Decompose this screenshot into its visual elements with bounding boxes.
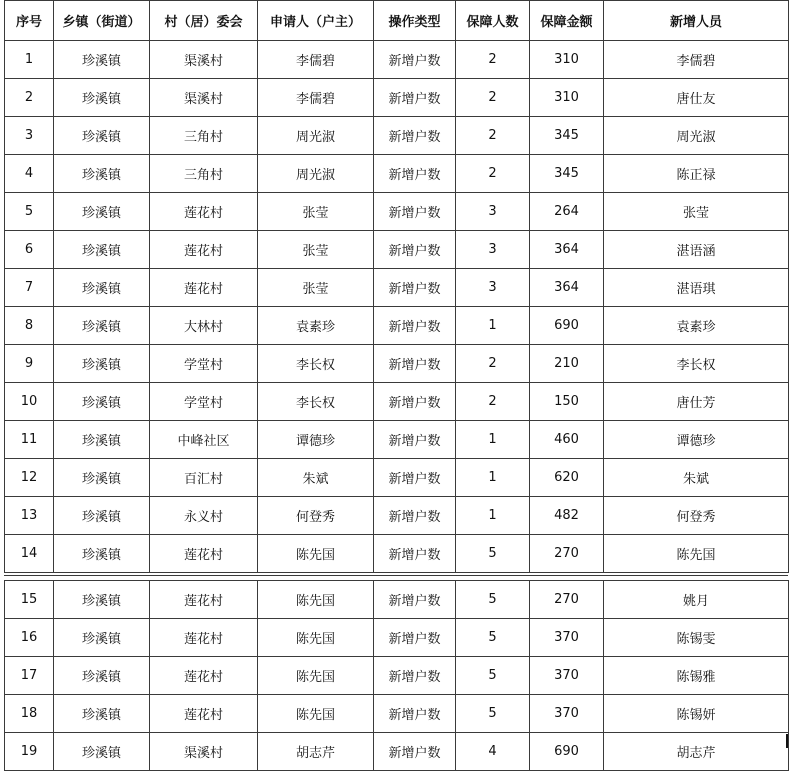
cell-index: 14 bbox=[5, 535, 54, 573]
cell-people-count: 3 bbox=[456, 193, 530, 231]
cell-amount: 270 bbox=[530, 581, 604, 619]
cell-index: 13 bbox=[5, 497, 54, 535]
table-row bbox=[5, 193, 789, 231]
cell-applicant: 李儒碧 bbox=[258, 79, 374, 117]
cell-amount: 310 bbox=[530, 41, 604, 79]
cell-township: 珍溪镇 bbox=[54, 657, 150, 695]
cell-applicant: 袁素珍 bbox=[258, 307, 374, 345]
cell-applicant: 周光淑 bbox=[258, 117, 374, 155]
cell-operation: 新增户数 bbox=[374, 619, 456, 657]
cell-township: 珍溪镇 bbox=[54, 307, 150, 345]
table-row bbox=[5, 497, 789, 535]
cell-village: 大林村 bbox=[150, 307, 258, 345]
page-break-line bbox=[4, 575, 788, 576]
cell-applicant: 李长权 bbox=[258, 345, 374, 383]
cell-amount: 370 bbox=[530, 695, 604, 733]
cell-operation: 新增户数 bbox=[374, 269, 456, 307]
cell-index: 8 bbox=[5, 307, 54, 345]
cell-village: 莲花村 bbox=[150, 269, 258, 307]
cell-index: 5 bbox=[5, 193, 54, 231]
cell-index: 7 bbox=[5, 269, 54, 307]
table-row bbox=[5, 383, 789, 421]
header-township: 乡镇（街道） bbox=[54, 1, 150, 41]
cell-applicant: 何登秀 bbox=[258, 497, 374, 535]
header-amount: 保障金额 bbox=[530, 1, 604, 41]
header-operation: 操作类型 bbox=[374, 1, 456, 41]
table-row bbox=[5, 535, 789, 573]
cell-township: 珍溪镇 bbox=[54, 193, 150, 231]
cell-township: 珍溪镇 bbox=[54, 581, 150, 619]
cell-operation: 新增户数 bbox=[374, 733, 456, 771]
cell-new-person: 湛语琪 bbox=[604, 269, 789, 307]
cell-applicant: 张莹 bbox=[258, 193, 374, 231]
cell-amount: 370 bbox=[530, 657, 604, 695]
cell-people-count: 2 bbox=[456, 41, 530, 79]
cell-village: 莲花村 bbox=[150, 695, 258, 733]
cell-amount: 482 bbox=[530, 497, 604, 535]
cell-village: 渠溪村 bbox=[150, 41, 258, 79]
cell-index: 2 bbox=[5, 79, 54, 117]
table-row bbox=[5, 695, 789, 733]
cell-applicant: 胡志芹 bbox=[258, 733, 374, 771]
cell-village: 三角村 bbox=[150, 117, 258, 155]
cell-village: 莲花村 bbox=[150, 193, 258, 231]
cell-new-person: 唐仕芳 bbox=[604, 383, 789, 421]
cell-applicant: 周光淑 bbox=[258, 155, 374, 193]
cell-applicant: 陈先国 bbox=[258, 657, 374, 695]
cell-people-count: 3 bbox=[456, 231, 530, 269]
cell-village: 三角村 bbox=[150, 155, 258, 193]
cell-operation: 新增户数 bbox=[374, 657, 456, 695]
cell-township: 珍溪镇 bbox=[54, 733, 150, 771]
cell-village: 学堂村 bbox=[150, 383, 258, 421]
cell-index: 17 bbox=[5, 657, 54, 695]
cell-amount: 620 bbox=[530, 459, 604, 497]
table-row bbox=[5, 581, 789, 619]
cell-new-person: 谭德珍 bbox=[604, 421, 789, 459]
cell-amount: 364 bbox=[530, 231, 604, 269]
cell-township: 珍溪镇 bbox=[54, 269, 150, 307]
cell-new-person: 周光淑 bbox=[604, 117, 789, 155]
header-applicant: 申请人（户主） bbox=[258, 1, 374, 41]
cell-village: 百汇村 bbox=[150, 459, 258, 497]
cell-amount: 150 bbox=[530, 383, 604, 421]
cell-index: 19 bbox=[5, 733, 54, 771]
cell-amount: 264 bbox=[530, 193, 604, 231]
cell-people-count: 3 bbox=[456, 269, 530, 307]
cell-operation: 新增户数 bbox=[374, 421, 456, 459]
cell-operation: 新增户数 bbox=[374, 497, 456, 535]
cell-applicant: 陈先国 bbox=[258, 695, 374, 733]
cell-township: 珍溪镇 bbox=[54, 497, 150, 535]
cell-village: 中峰社区 bbox=[150, 421, 258, 459]
cell-village: 莲花村 bbox=[150, 657, 258, 695]
cell-index: 1 bbox=[5, 41, 54, 79]
cell-operation: 新增户数 bbox=[374, 117, 456, 155]
cell-index: 3 bbox=[5, 117, 54, 155]
cell-amount: 270 bbox=[530, 535, 604, 573]
cell-operation: 新增户数 bbox=[374, 345, 456, 383]
cell-people-count: 2 bbox=[456, 79, 530, 117]
cell-people-count: 5 bbox=[456, 619, 530, 657]
cell-operation: 新增户数 bbox=[374, 307, 456, 345]
table-row bbox=[5, 269, 789, 307]
cell-amount: 345 bbox=[530, 117, 604, 155]
cell-operation: 新增户数 bbox=[374, 231, 456, 269]
cell-township: 珍溪镇 bbox=[54, 155, 150, 193]
cell-operation: 新增户数 bbox=[374, 383, 456, 421]
cell-amount: 690 bbox=[530, 307, 604, 345]
table-row bbox=[5, 231, 789, 269]
cell-village: 永义村 bbox=[150, 497, 258, 535]
cell-township: 珍溪镇 bbox=[54, 383, 150, 421]
cell-village: 莲花村 bbox=[150, 535, 258, 573]
cell-operation: 新增户数 bbox=[374, 41, 456, 79]
cell-new-person: 陈锡雅 bbox=[604, 657, 789, 695]
cell-amount: 364 bbox=[530, 269, 604, 307]
header-people-count: 保障人数 bbox=[456, 1, 530, 41]
cell-village: 渠溪村 bbox=[150, 79, 258, 117]
cell-people-count: 5 bbox=[456, 581, 530, 619]
cell-new-person: 李长权 bbox=[604, 345, 789, 383]
cell-new-person: 朱斌 bbox=[604, 459, 789, 497]
table-row bbox=[5, 117, 789, 155]
cell-people-count: 4 bbox=[456, 733, 530, 771]
cell-township: 珍溪镇 bbox=[54, 345, 150, 383]
cell-new-person: 陈先国 bbox=[604, 535, 789, 573]
cell-village: 莲花村 bbox=[150, 619, 258, 657]
cell-applicant: 谭德珍 bbox=[258, 421, 374, 459]
cell-applicant: 陈先国 bbox=[258, 619, 374, 657]
header-new-person: 新增人员 bbox=[604, 1, 789, 41]
assistance-table-page-1 bbox=[4, 0, 789, 573]
cell-township: 珍溪镇 bbox=[54, 695, 150, 733]
cell-village: 渠溪村 bbox=[150, 733, 258, 771]
table-row bbox=[5, 733, 789, 771]
cell-people-count: 5 bbox=[456, 535, 530, 573]
cell-people-count: 2 bbox=[456, 155, 530, 193]
cell-operation: 新增户数 bbox=[374, 695, 456, 733]
cell-operation: 新增户数 bbox=[374, 155, 456, 193]
cell-new-person: 姚月 bbox=[604, 581, 789, 619]
cell-new-person: 何登秀 bbox=[604, 497, 789, 535]
table-row bbox=[5, 459, 789, 497]
table-row bbox=[5, 307, 789, 345]
table-row bbox=[5, 79, 789, 117]
cell-township: 珍溪镇 bbox=[54, 619, 150, 657]
cell-people-count: 1 bbox=[456, 459, 530, 497]
cell-township: 珍溪镇 bbox=[54, 41, 150, 79]
cell-new-person: 李儒碧 bbox=[604, 41, 789, 79]
cell-township: 珍溪镇 bbox=[54, 117, 150, 155]
cell-index: 9 bbox=[5, 345, 54, 383]
header-index: 序号 bbox=[5, 1, 54, 41]
cell-village: 学堂村 bbox=[150, 345, 258, 383]
cell-people-count: 2 bbox=[456, 117, 530, 155]
cell-new-person: 张莹 bbox=[604, 193, 789, 231]
cell-people-count: 1 bbox=[456, 497, 530, 535]
table-row bbox=[5, 41, 789, 79]
cell-amount: 690 bbox=[530, 733, 604, 771]
edge-mark bbox=[786, 734, 788, 748]
header-village: 村（居）委会 bbox=[150, 1, 258, 41]
cell-applicant: 陈先国 bbox=[258, 581, 374, 619]
table-row bbox=[5, 619, 789, 657]
assistance-table-page-2 bbox=[4, 580, 789, 771]
cell-township: 珍溪镇 bbox=[54, 535, 150, 573]
cell-people-count: 1 bbox=[456, 307, 530, 345]
cell-index: 16 bbox=[5, 619, 54, 657]
cell-operation: 新增户数 bbox=[374, 535, 456, 573]
cell-operation: 新增户数 bbox=[374, 459, 456, 497]
cell-township: 珍溪镇 bbox=[54, 79, 150, 117]
cell-people-count: 2 bbox=[456, 383, 530, 421]
cell-new-person: 陈正禄 bbox=[604, 155, 789, 193]
cell-amount: 460 bbox=[530, 421, 604, 459]
cell-amount: 370 bbox=[530, 619, 604, 657]
cell-village: 莲花村 bbox=[150, 231, 258, 269]
cell-applicant: 李长权 bbox=[258, 383, 374, 421]
cell-index: 6 bbox=[5, 231, 54, 269]
cell-new-person: 胡志芹 bbox=[604, 733, 789, 771]
cell-applicant: 张莹 bbox=[258, 269, 374, 307]
cell-operation: 新增户数 bbox=[374, 193, 456, 231]
cell-township: 珍溪镇 bbox=[54, 459, 150, 497]
cell-amount: 345 bbox=[530, 155, 604, 193]
cell-people-count: 5 bbox=[456, 657, 530, 695]
cell-new-person: 袁素珍 bbox=[604, 307, 789, 345]
cell-index: 12 bbox=[5, 459, 54, 497]
cell-index: 4 bbox=[5, 155, 54, 193]
cell-applicant: 张莹 bbox=[258, 231, 374, 269]
cell-village: 莲花村 bbox=[150, 581, 258, 619]
cell-index: 11 bbox=[5, 421, 54, 459]
table-row bbox=[5, 421, 789, 459]
table-row bbox=[5, 657, 789, 695]
cell-operation: 新增户数 bbox=[374, 79, 456, 117]
cell-township: 珍溪镇 bbox=[54, 421, 150, 459]
cell-index: 15 bbox=[5, 581, 54, 619]
table-row bbox=[5, 345, 789, 383]
cell-people-count: 1 bbox=[456, 421, 530, 459]
cell-people-count: 2 bbox=[456, 345, 530, 383]
cell-amount: 310 bbox=[530, 79, 604, 117]
header-row bbox=[5, 1, 789, 41]
table-row bbox=[5, 155, 789, 193]
cell-township: 珍溪镇 bbox=[54, 231, 150, 269]
cell-new-person: 陈锡雯 bbox=[604, 619, 789, 657]
cell-people-count: 5 bbox=[456, 695, 530, 733]
cell-new-person: 唐仕友 bbox=[604, 79, 789, 117]
cell-operation: 新增户数 bbox=[374, 581, 456, 619]
cell-index: 18 bbox=[5, 695, 54, 733]
cell-amount: 210 bbox=[530, 345, 604, 383]
cell-applicant: 朱斌 bbox=[258, 459, 374, 497]
cell-new-person: 陈锡妍 bbox=[604, 695, 789, 733]
cell-new-person: 湛语涵 bbox=[604, 231, 789, 269]
cell-index: 10 bbox=[5, 383, 54, 421]
cell-applicant: 陈先国 bbox=[258, 535, 374, 573]
cell-applicant: 李儒碧 bbox=[258, 41, 374, 79]
